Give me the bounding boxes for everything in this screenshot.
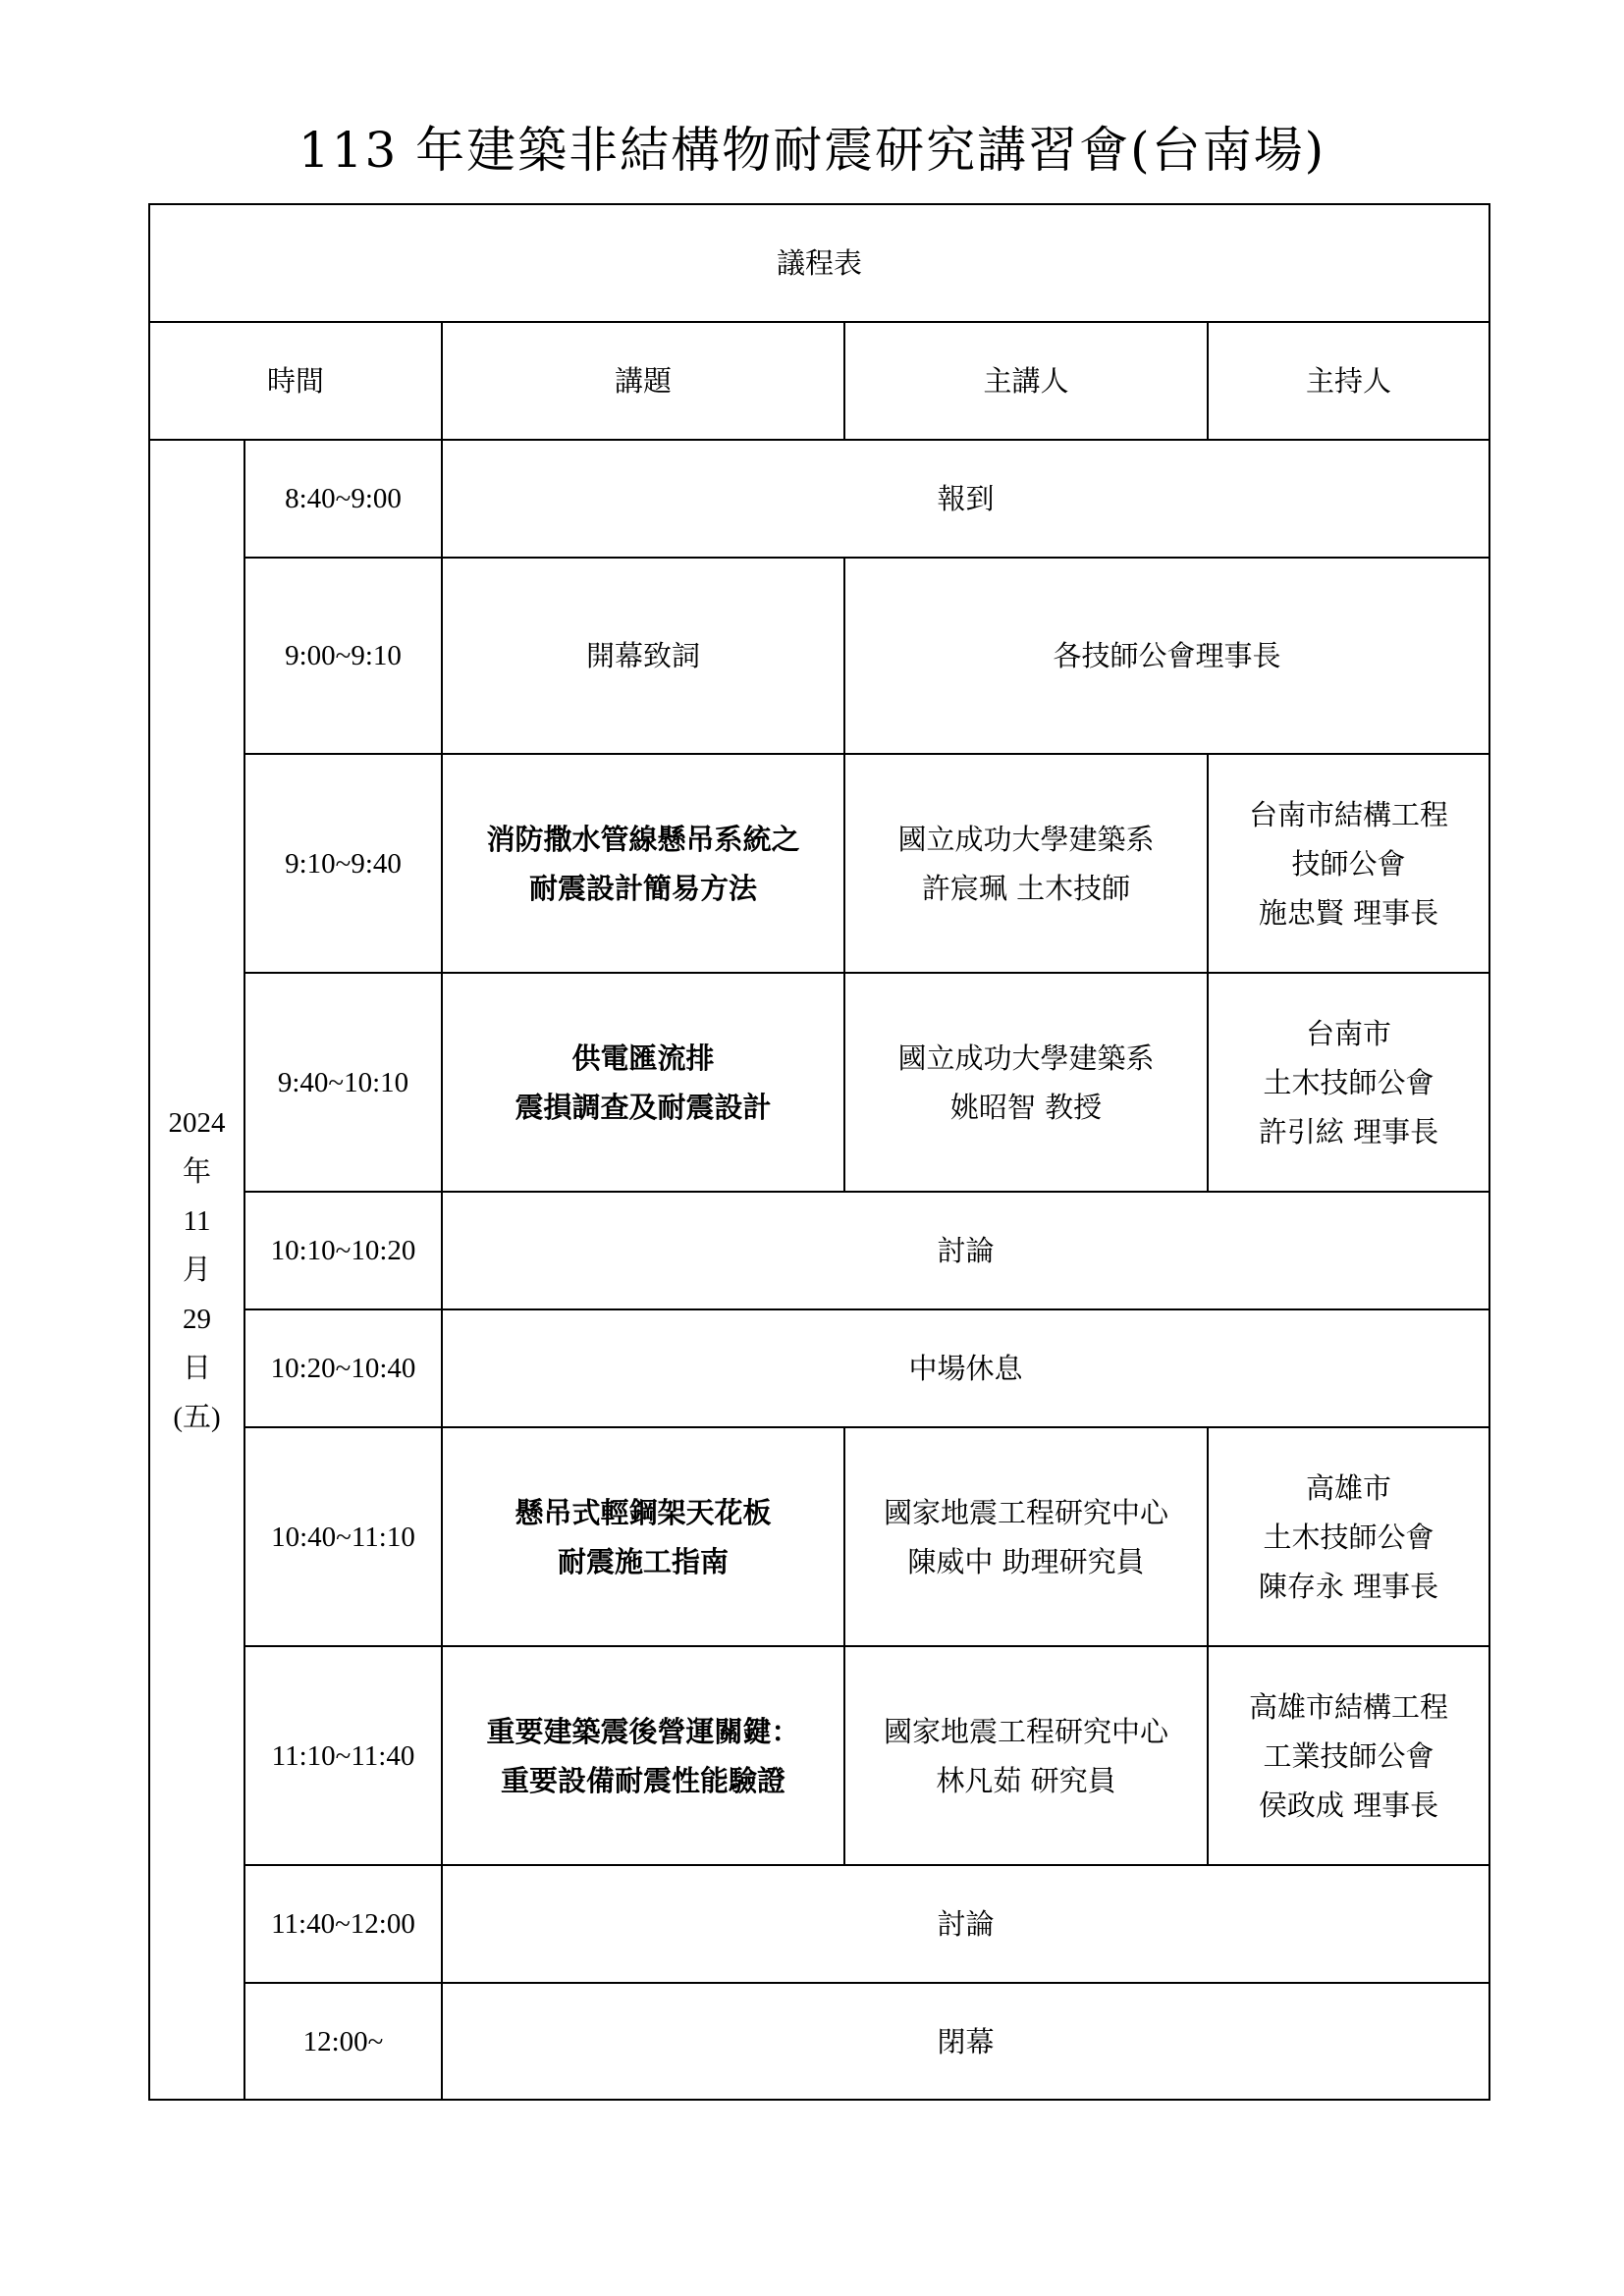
host-line: 高雄市	[1306, 1470, 1392, 1505]
table-row	[149, 1865, 1489, 1983]
topic-cell	[442, 973, 844, 1192]
caption-row	[149, 204, 1489, 322]
table-row	[149, 1646, 1489, 1865]
host-line: 高雄市結構工程	[1249, 1689, 1449, 1724]
host-cell	[1208, 754, 1489, 973]
host-line: 土木技師公會	[1263, 1065, 1435, 1099]
date-line: (五)	[173, 1401, 221, 1433]
speaker-line: 林凡茹 研究員	[936, 1763, 1116, 1797]
speaker-line: 陳威中 助理研究員	[907, 1544, 1145, 1578]
speaker-line: 國家地震工程研究中心	[883, 1714, 1168, 1748]
host-line: 工業技師公會	[1263, 1738, 1435, 1773]
time-cell: 12:00~	[244, 1983, 442, 2100]
host-line: 陳存永 理事長	[1258, 1569, 1439, 1603]
host-cell	[1208, 973, 1489, 1192]
host-cell	[1208, 1646, 1489, 1865]
date-line: 日	[182, 1352, 211, 1384]
speaker-line: 國立成功大學建築系	[897, 1041, 1155, 1075]
host-line: 台南市結構工程	[1249, 797, 1449, 831]
topic-cell: 開幕致詞	[442, 558, 844, 754]
session-text: 中場休息	[442, 1309, 1489, 1427]
date-line: 月	[182, 1254, 211, 1286]
speaker-line: 姚昭智 教授	[949, 1090, 1103, 1124]
time-cell: 11:40~12:00	[244, 1865, 442, 1983]
time-cell: 10:10~10:20	[244, 1192, 442, 1309]
time-cell: 11:10~11:40	[244, 1646, 442, 1865]
topic-line: 消防撒水管線懸吊系統之	[486, 822, 800, 856]
table-row	[149, 973, 1489, 1192]
time-cell: 9:40~10:10	[244, 973, 442, 1192]
topic-line: 懸吊式輕鋼架天花板	[514, 1495, 772, 1529]
speaker-line: 許宸珮 土木技師	[921, 871, 1131, 905]
host-line: 技師公會	[1291, 846, 1406, 881]
date-line: 29	[183, 1303, 211, 1335]
topic-line: 重要設備耐震性能驗證	[500, 1763, 785, 1797]
topic-line: 耐震設計簡易方法	[528, 871, 757, 905]
header-row	[149, 322, 1489, 440]
speaker-cell: 各技師公會理事長	[844, 558, 1489, 754]
time-cell: 10:40~11:10	[244, 1427, 442, 1646]
table-row	[149, 1309, 1489, 1427]
speaker-line: 國立成功大學建築系	[897, 822, 1155, 856]
topic-cell	[442, 754, 844, 973]
header-topic: 講題	[442, 322, 844, 440]
agenda-table	[148, 203, 1490, 2101]
time-cell: 8:40~9:00	[244, 440, 442, 558]
session-text: 閉幕	[442, 1983, 1489, 2100]
host-line: 許引絃 理事長	[1258, 1114, 1439, 1148]
date-line: 年	[182, 1155, 211, 1188]
session-text: 報到	[442, 440, 1489, 558]
table-row	[149, 1192, 1489, 1309]
header-speaker: 主講人	[844, 322, 1208, 440]
speaker-cell	[844, 1427, 1208, 1646]
speaker-cell	[844, 1646, 1208, 1865]
speaker-cell	[844, 973, 1208, 1192]
topic-line: 重要建築震後營運關鍵：	[486, 1714, 800, 1748]
host-line: 台南市	[1306, 1016, 1392, 1050]
table-row	[149, 1427, 1489, 1646]
topic-line: 供電匯流排	[571, 1041, 715, 1075]
host-line: 施忠賢 理事長	[1258, 895, 1439, 930]
date-line: 11	[183, 1204, 211, 1237]
time-cell: 10:20~10:40	[244, 1309, 442, 1427]
topic-cell	[442, 1646, 844, 1865]
document-title: 113 年建築非結構物耐震研究講習會(台南場)	[298, 122, 1326, 179]
speaker-line: 國家地震工程研究中心	[883, 1495, 1168, 1529]
table-row	[149, 440, 1489, 558]
date-line: 2024	[168, 1106, 226, 1139]
date-cell	[149, 440, 244, 2100]
table-caption: 議程表	[149, 204, 1489, 322]
table-row	[149, 754, 1489, 973]
table-row	[149, 558, 1489, 754]
header-time: 時間	[149, 322, 442, 440]
speaker-cell	[844, 754, 1208, 973]
header-host: 主持人	[1208, 322, 1489, 440]
table-row	[149, 1983, 1489, 2100]
host-line: 土木技師公會	[1263, 1520, 1435, 1554]
session-text: 討論	[442, 1192, 1489, 1309]
topic-cell	[442, 1427, 844, 1646]
topic-line: 震損調查及耐震設計	[514, 1090, 772, 1124]
host-cell	[1208, 1427, 1489, 1646]
host-line: 侯政成 理事長	[1258, 1788, 1439, 1822]
time-cell: 9:10~9:40	[244, 754, 442, 973]
session-text: 討論	[442, 1865, 1489, 1983]
time-cell: 9:00~9:10	[244, 558, 442, 754]
topic-line: 耐震施工指南	[557, 1544, 729, 1578]
